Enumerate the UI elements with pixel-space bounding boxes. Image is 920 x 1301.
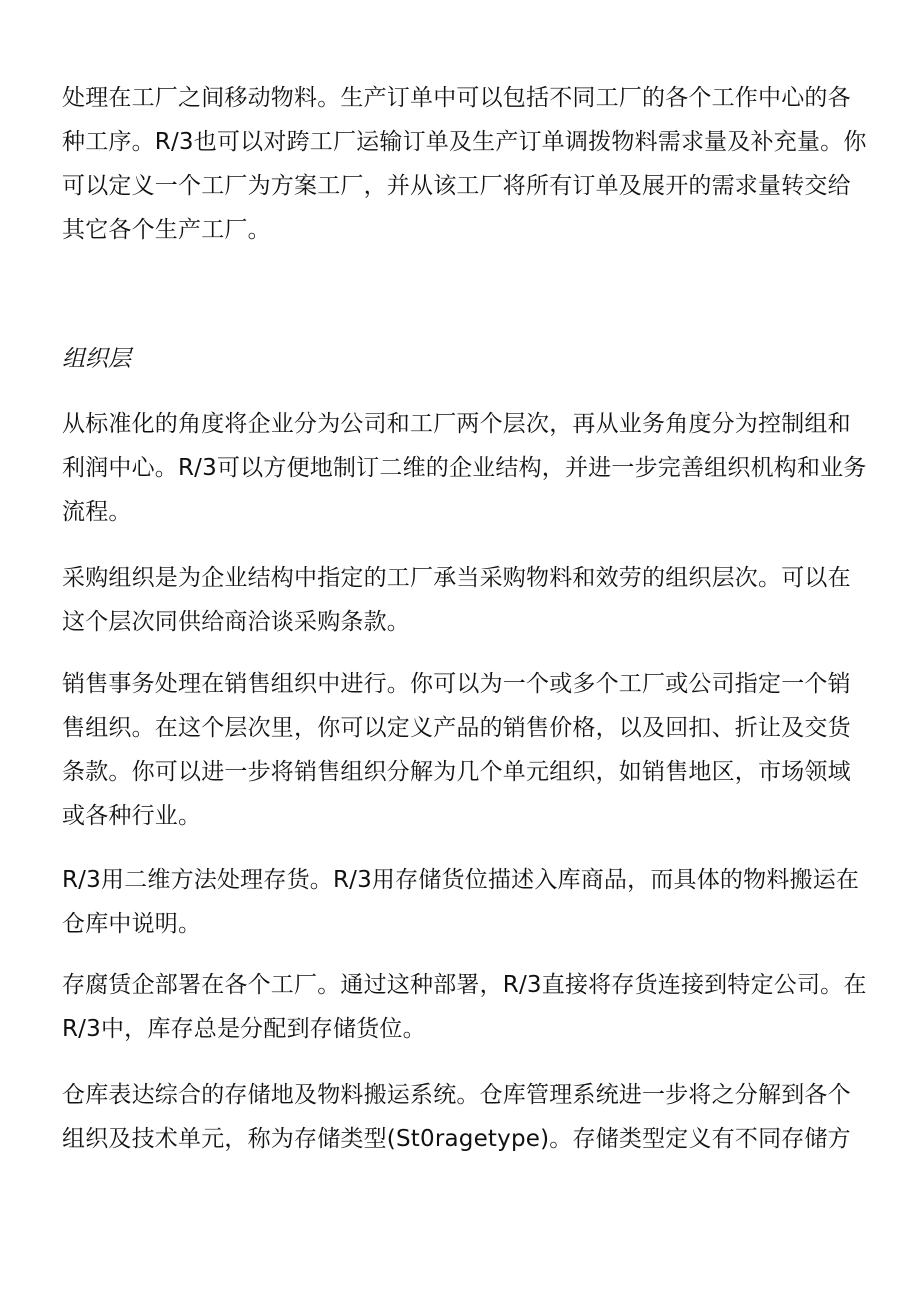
- paragraph-inventory: [62, 858, 862, 946]
- text-line: 种工序。R/3也可以对跨工厂运输订单及生产订单调拨物料需求量及补充量。你: [62, 129, 867, 155]
- paragraph-company-structure: [62, 402, 867, 534]
- text-line: 或各种行业。: [62, 803, 202, 829]
- text-line: 从标准化的角度将企业分为公司和工厂两个层次，再从业务角度分为控制组和: [62, 411, 851, 437]
- text-line: 利润中心。R/3可以方便地制订二维的企业结构，并进一步完善组织机构和业务: [62, 455, 867, 481]
- text-line: 售组织。在这个层次里，你可以定义产品的销售价格，以及回扣、折让及交货: [62, 715, 851, 741]
- text-line: 处理在工厂之间移动物料。生产订单中可以包括不同工厂的各个工作中心的各: [62, 85, 851, 111]
- text-line: 这个层次同供给商洽谈采购条款。: [62, 609, 410, 635]
- paragraph-warehouse: [62, 1073, 862, 1161]
- paragraph-sales: [62, 662, 862, 838]
- text-line: 存腐赁企部署在各个工厂。通过这种部署，R/3直接将存货连接到特定公司。在: [62, 972, 867, 998]
- paragraph-purchasing: [62, 556, 862, 644]
- text-line: 仓库表达综合的存储地及物料搬运系统。仓库管理系统进一步将之分解到各个: [62, 1082, 851, 1108]
- paragraph-deployment: [62, 963, 867, 1051]
- text-line: 流程。: [62, 499, 132, 525]
- text-line: 条款。你可以进一步将销售组织分解为几个单元组织，如销售地区，市场领域: [62, 759, 851, 785]
- intro-paragraph: [62, 76, 867, 252]
- text-line: 可以定义一个工厂为方案工厂，并从该工厂将所有订单及展开的需求量转交给: [62, 173, 851, 199]
- text-line: 销售事务处理在销售组织中进行。你可以为一个或多个工厂或公司指定一个销: [62, 671, 851, 697]
- text-line: R/3用二维方法处理存货。R/3用存储货位描述入库商品，而具体的物料搬运在: [62, 867, 860, 893]
- text-line: 仓库中说明。: [62, 911, 202, 937]
- text-line: 采购组织是为企业结构中指定的工厂承当采购物料和效劳的组织层次。可以在: [62, 565, 851, 591]
- text-line: 组织及技术单元，称为存储类型(St0ragetype)。存储类型定义有不同存储方: [62, 1126, 851, 1152]
- text-line: 其它各个生产工厂。: [62, 217, 271, 243]
- section-heading: 组织层: [62, 346, 131, 372]
- text-line: R/3中，库存总是分配到存储货位。: [62, 1016, 426, 1042]
